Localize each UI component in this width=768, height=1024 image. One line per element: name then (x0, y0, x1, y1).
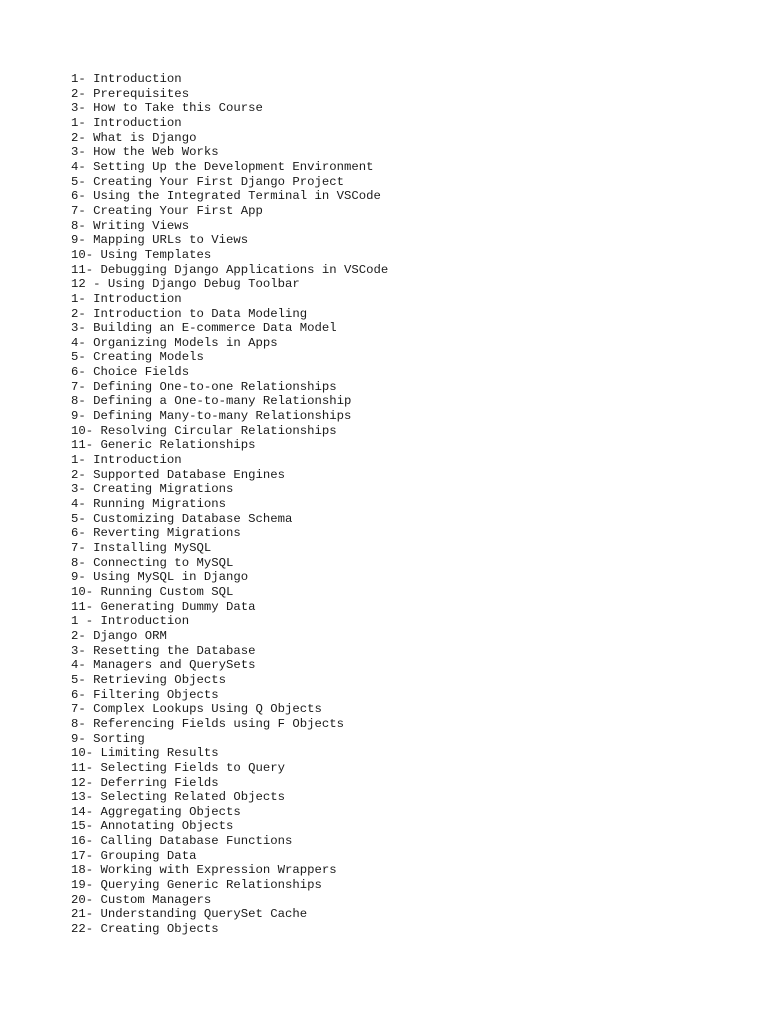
lesson-line: 2- Django ORM (71, 628, 167, 643)
lesson-line: 8- Connecting to MySQL (71, 555, 234, 570)
lesson-line: 16- Calling Database Functions (71, 834, 293, 849)
lesson-line: 10- Resolving Circular Relationships (71, 423, 337, 438)
lesson-line: 5- Retrieving Objects (71, 672, 226, 687)
lesson-line: 4- Setting Up the Development Environment (71, 159, 374, 174)
lesson-line: 2- Prerequisites (71, 86, 190, 101)
lesson-line: 4- Managers and QuerySets (71, 658, 256, 673)
lesson-line: 9- Sorting (71, 731, 145, 746)
lesson-line: 20- Custom Managers (71, 892, 212, 907)
lesson-line: 7- Complex Lookups Using Q Objects (71, 702, 322, 717)
lesson-line: 3- How the Web Works (71, 145, 219, 160)
lesson-line: 8- Referencing Fields using F Objects (71, 716, 345, 731)
lesson-line: 10- Using Templates (71, 247, 212, 262)
lesson-line: 1- Introduction (71, 291, 182, 306)
lesson-line: 17- Grouping Data (71, 848, 197, 863)
lesson-line: 1- Introduction (71, 72, 182, 86)
lesson-line: 22- Creating Objects (71, 922, 219, 937)
lesson-line: 2- What is Django (71, 130, 197, 145)
lesson-line: 5- Creating Models (71, 350, 204, 365)
lesson-line: 6- Reverting Migrations (71, 526, 241, 541)
lesson-list (71, 72, 388, 937)
lesson-line: 10- Running Custom SQL (71, 584, 234, 599)
lesson-line: 9- Using MySQL in Django (71, 570, 249, 585)
lesson-line: 11- Generic Relationships (71, 438, 256, 453)
lesson-line: 6- Choice Fields (71, 365, 190, 380)
lesson-line: 10- Limiting Results (71, 746, 219, 761)
lesson-line: 1- Introduction (71, 453, 182, 468)
lesson-line: 14- Aggregating Objects (71, 804, 241, 819)
lesson-line: 6- Filtering Objects (71, 687, 219, 702)
lesson-line: 2- Introduction to Data Modeling (71, 306, 308, 321)
lesson-line: 4- Organizing Models in Apps (71, 335, 278, 350)
lesson-line: 3- How to Take this Course (71, 101, 263, 116)
lesson-line: 8- Defining a One-to-many Relationship (71, 394, 352, 409)
lesson-line: 1- Introduction (71, 115, 182, 130)
lesson-line: 1 - Introduction (71, 614, 190, 629)
lesson-line: 21- Understanding QuerySet Cache (71, 907, 308, 922)
lesson-line: 19- Querying Generic Relationships (71, 878, 322, 893)
lesson-line: 7- Installing MySQL (71, 541, 212, 555)
lesson-line: 12- Deferring Fields (71, 775, 219, 790)
lesson-line: 9- Mapping URLs to Views (71, 233, 249, 248)
lesson-line: 5- Customizing Database Schema (71, 511, 293, 526)
lesson-line: 11- Generating Dummy Data (71, 599, 256, 614)
lesson-line: 3- Resetting the Database (71, 643, 256, 658)
lesson-line: 13- Selecting Related Objects (71, 790, 286, 805)
lesson-line: 18- Working with Expression Wrappers (71, 863, 337, 878)
lesson-line: 8- Writing Views (71, 218, 190, 233)
lesson-line: 3- Building an E-commerce Data Model (71, 321, 337, 336)
lesson-line: 7- Creating Your First App (71, 203, 263, 218)
lesson-line: 2- Supported Database Engines (71, 467, 286, 482)
lesson-line: 11- Debugging Django Applications in VSCode (71, 262, 389, 277)
lesson-line: 6- Using the Integrated Terminal in VSCode (71, 189, 381, 204)
lesson-line: 4- Running Migrations (71, 497, 226, 512)
lesson-line: 9- Defining Many-to-many Relationships (71, 409, 352, 424)
lesson-line: 3- Creating Migrations (71, 482, 234, 497)
lesson-line: 12 - Using Django Debug Toolbar (71, 277, 300, 292)
lesson-line: 5- Creating Your First Django Project (71, 174, 345, 189)
lesson-line: 15- Annotating Objects (71, 819, 234, 834)
lesson-line: 11- Selecting Fields to Query (71, 760, 286, 775)
lesson-line: 7- Defining One-to-one Relationships (71, 379, 337, 394)
